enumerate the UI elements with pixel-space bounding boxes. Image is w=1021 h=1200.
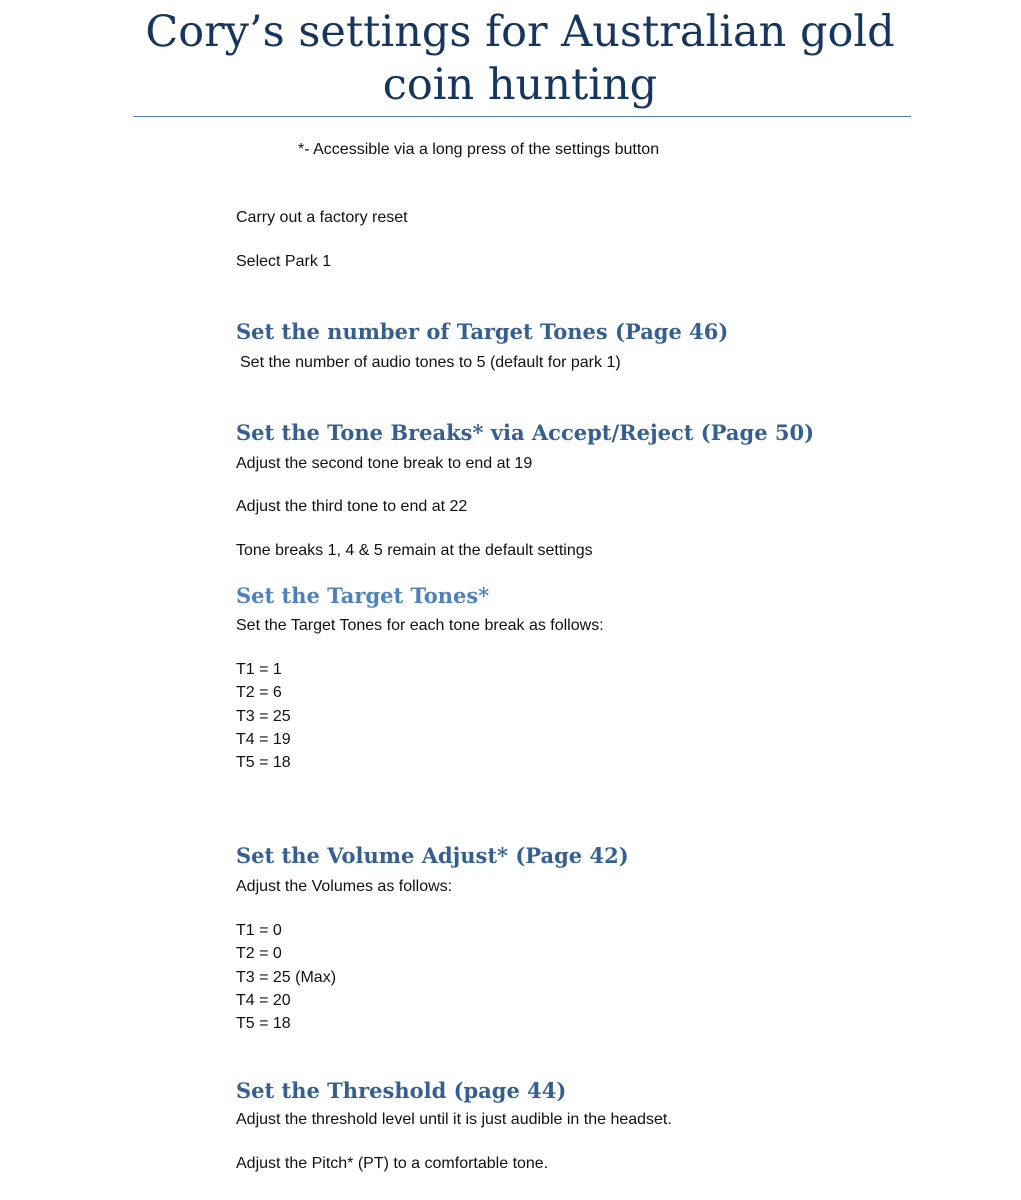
list-item: T4 = 20: [236, 991, 291, 1009]
list-item: T1 = 1: [236, 661, 282, 678]
heading-tone-breaks: Set the Tone Breaks* via Accept/Reject (Page 50): [236, 420, 815, 445]
volume-list: [236, 919, 336, 1035]
list-item: T2 = 0: [236, 945, 282, 963]
list-item: T2 = 6: [236, 684, 282, 702]
heading-target-tones: Set the Target Tones*: [236, 583, 490, 608]
heading-volume-adjust: Set the Volume Adjust* (Page 42): [236, 843, 629, 868]
step-select-park: Select Park 1: [236, 253, 332, 270]
list-item: T5 = 18: [236, 1015, 291, 1033]
title-divider: [133, 116, 911, 117]
list-item: T5 = 18: [236, 754, 291, 772]
text-threshold: Adjust the threshold level until it is just audible in the headset.: [236, 1111, 672, 1128]
footnote-note: *- Accessible via a long press of the settings button: [298, 141, 660, 158]
document-title: Cory’s settings for Australian gold coin hunting: [145, 7, 895, 110]
list-item: T3 = 25 (Max): [236, 968, 337, 986]
step-factory-reset: Carry out a factory reset: [236, 209, 408, 226]
text-pitch: Adjust the Pitch* (PT) to a comfortable tone.: [236, 1155, 549, 1172]
text-tone-break-third: Adjust the third tone to end at 22: [236, 498, 468, 515]
text-tone-break-second: Adjust the second tone break to end at 19: [236, 455, 533, 472]
list-item: T4 = 19: [236, 730, 291, 748]
heading-threshold: Set the Threshold (page 44): [236, 1078, 567, 1103]
list-item: T3 = 25: [236, 707, 291, 725]
text-target-tones: Set the Target Tones for each tone break as follows:: [236, 617, 604, 634]
target-tones-list: [236, 658, 291, 774]
heading-target-tones-count: Set the number of Target Tones (Page 46): [236, 319, 729, 344]
text-volume-adjust: Adjust the Volumes as follows:: [236, 878, 453, 895]
list-item: T1 = 0: [236, 922, 282, 939]
text-tone-breaks-default: Tone breaks 1, 4 & 5 remain at the default settings: [236, 542, 593, 559]
text-target-tones-count: Set the number of audio tones to 5 (default for park 1): [240, 354, 621, 371]
